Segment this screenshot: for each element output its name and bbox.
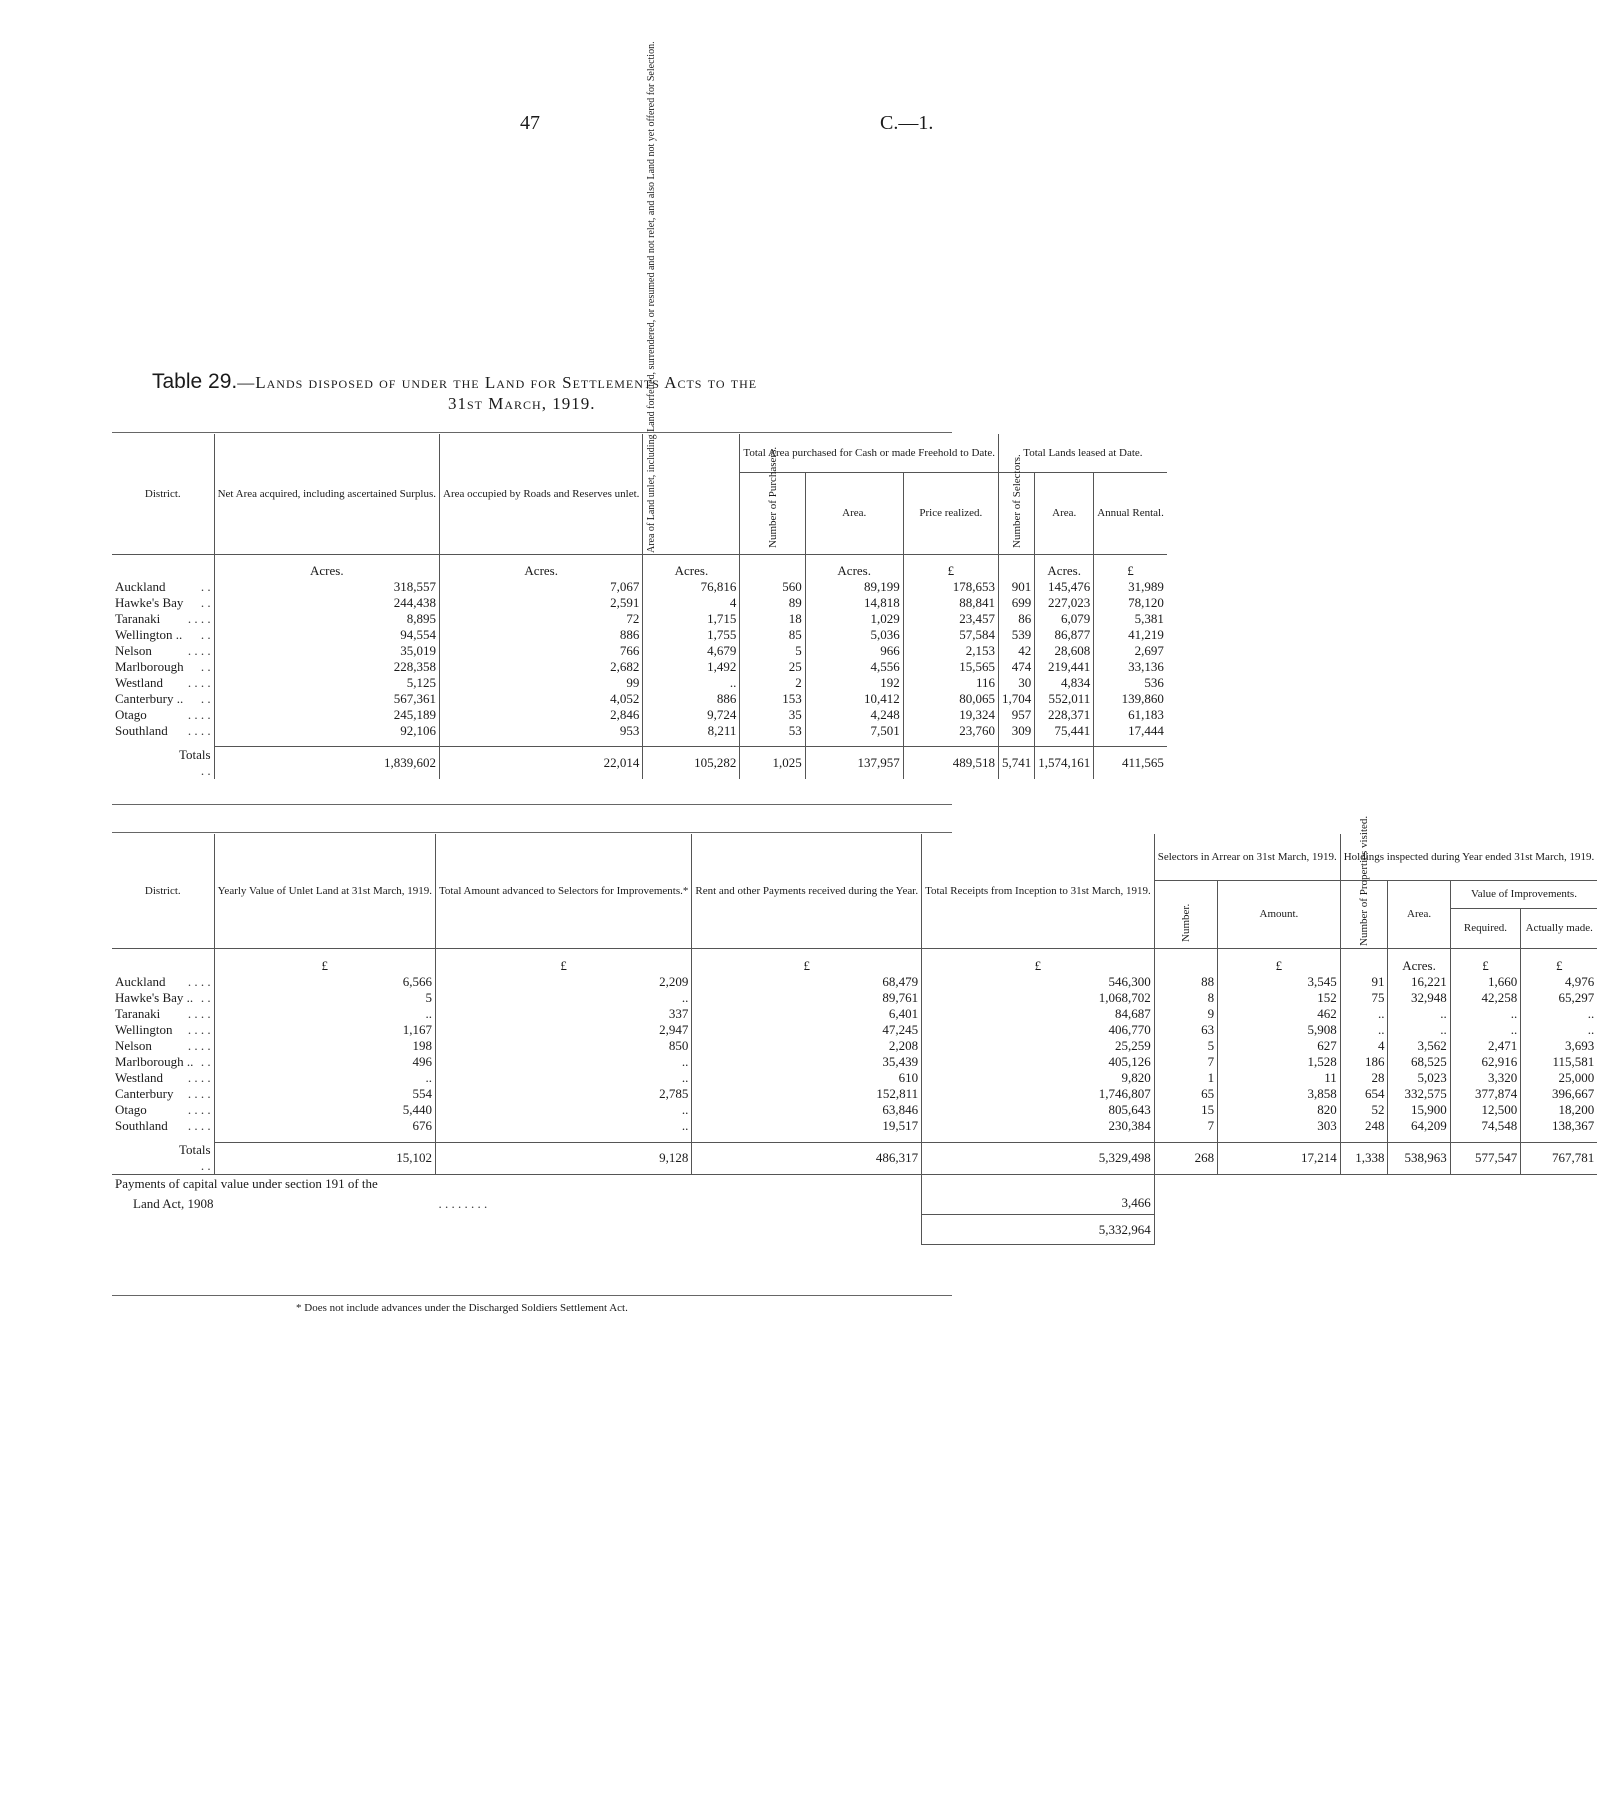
cell: 5,440 [214, 1102, 435, 1118]
cell: 16,221 [1388, 974, 1450, 990]
cell: 3,562 [1388, 1038, 1450, 1054]
cell: 7 [1154, 1118, 1217, 1134]
cell: 4,834 [1035, 675, 1094, 691]
cell: 64,209 [1388, 1118, 1450, 1134]
cell: 4,679 [643, 643, 740, 659]
cell: 1,746,807 [922, 1086, 1155, 1102]
cell: 2,153 [903, 643, 998, 659]
payments-row-2: Land Act, 1908 . . . . . . . . 3,466 [112, 1193, 1597, 1215]
table-row-totals-2: Totals . . 15,102 9,128 486,317 5,329,498 268 17,214 1,338 538,963 577,547 767,781 [112, 1142, 1597, 1175]
cell: 5,908 [1218, 1022, 1341, 1038]
cell: 72 [440, 611, 643, 627]
col-total-advanced: Total Amount advanced to Selectors for Improvements.* [435, 834, 691, 948]
col-district: District. [144, 488, 181, 500]
cell: 953 [440, 723, 643, 739]
district-name: Southland [115, 722, 168, 738]
cell: 1 [1154, 1070, 1217, 1086]
cell: .. [1450, 1022, 1521, 1038]
page-reference: C.—1. [880, 112, 934, 134]
cell: 25 [740, 659, 805, 675]
grand-total: 5,332,964 [922, 1215, 1155, 1245]
col-arrear-amount: Amount. [1218, 880, 1341, 948]
cell: 1,492 [643, 659, 740, 675]
cell: 332,575 [1388, 1086, 1450, 1102]
col-area-leased: Area. [1035, 472, 1094, 554]
table-receipts-holdings [112, 815, 1597, 1245]
cell: 1,704 [998, 691, 1034, 707]
cell: 766 [440, 643, 643, 659]
cell: 19,324 [903, 707, 998, 723]
cell: 1,660 [1450, 974, 1521, 990]
cell: 2,846 [440, 707, 643, 723]
cell: 227,023 [1035, 595, 1094, 611]
cell: 3,858 [1218, 1086, 1341, 1102]
cell: 152 [1218, 990, 1341, 1006]
footnote: * Does not include advances under the Discharged Soldiers Settlement Act. [296, 1302, 628, 1314]
group-arrear: Selectors in Arrear on 31st March, 1919. [1154, 834, 1340, 880]
col-num-purchasers: Number of Purchasers. [740, 472, 805, 554]
district-name: Taranaki [115, 1006, 161, 1021]
cell: 84,687 [922, 1006, 1155, 1022]
cell: 474 [998, 659, 1034, 675]
cell: 3,693 [1521, 1038, 1597, 1054]
table-row: Canterbury .. . . 567,361 4,052 886 153 10,412 80,065 1,704 552,011 139,860 [112, 691, 1167, 707]
district-name: Marlborough .. [115, 1054, 194, 1069]
district-name: Wellington .. [115, 626, 183, 642]
cell: 32,948 [1388, 990, 1450, 1006]
cell: 244,438 [214, 595, 439, 611]
cell: 1,167 [214, 1022, 435, 1038]
cell: 6,401 [692, 1006, 922, 1022]
col-arrear-number: Number. [1154, 880, 1217, 948]
table-row: Hawke's Bay .. . . 5 .. 89,761 1,068,702 8 152 75 32,948 42,258 65,297 [112, 990, 1597, 1006]
cell: 42 [998, 643, 1034, 659]
cell: 5,036 [805, 627, 903, 643]
cell: .. [1521, 1006, 1597, 1022]
table-row: Southland . . . . 92,106 953 8,211 53 7,501 23,760 309 75,441 17,444 [112, 723, 1167, 739]
group-holdings: Holdings inspected during Year ended 31st March, 1919. [1340, 834, 1597, 880]
cell: 68,525 [1388, 1054, 1450, 1070]
units-row-2: £ £ £ £ £ Acres. £ £ [112, 948, 1597, 974]
cell: 627 [1218, 1038, 1341, 1054]
cell: 63 [1154, 1022, 1217, 1038]
cell: 25,000 [1521, 1070, 1597, 1086]
district-name: Taranaki [115, 610, 161, 626]
cell: 41,219 [1094, 627, 1167, 643]
district-name: Nelson [115, 642, 152, 658]
cell: 4,976 [1521, 974, 1597, 990]
title-line2: 31st March, 1919. [448, 394, 596, 413]
cell: 88,841 [903, 595, 998, 611]
cell: 9,724 [643, 707, 740, 723]
cell: 192 [805, 675, 903, 691]
cell: 462 [1218, 1006, 1341, 1022]
cell: 25,259 [922, 1038, 1155, 1054]
cell: 145,476 [1035, 579, 1094, 595]
col-total-receipts: Total Receipts from Inception to 31st March, 1919. [922, 834, 1155, 948]
cell: 35 [740, 707, 805, 723]
cell: 2,785 [435, 1086, 691, 1102]
cell: 35,439 [692, 1054, 922, 1070]
col-properties-visited: Number of Properties visited. [1340, 880, 1388, 948]
title-line1: —Lands disposed of under the Land for Settlements Acts to the [237, 373, 758, 392]
district-name: Nelson [115, 1038, 152, 1053]
table-row: Southland . . . . 676 .. 19,517 230,384 7 303 248 64,209 74,548 138,367 [112, 1118, 1597, 1134]
cell: .. [435, 1118, 691, 1134]
cell: 554 [214, 1086, 435, 1102]
cell: 28 [1340, 1070, 1388, 1086]
cell: 33,136 [1094, 659, 1167, 675]
cell: 12,500 [1450, 1102, 1521, 1118]
cell: 11 [1218, 1070, 1341, 1086]
cell: 89 [740, 595, 805, 611]
cell: 2,591 [440, 595, 643, 611]
cell: 4 [1340, 1038, 1388, 1054]
cell: .. [1450, 1006, 1521, 1022]
cell: 318,557 [214, 579, 439, 595]
cell: 309 [998, 723, 1034, 739]
cell: 228,358 [214, 659, 439, 675]
cell: .. [435, 1070, 691, 1086]
cell: 92,106 [214, 723, 439, 739]
table-row: Nelson . . . . 198 850 2,208 25,259 5 627 4 3,562 2,471 3,693 [112, 1038, 1597, 1054]
cell: 6,566 [214, 974, 435, 990]
cell: 1,029 [805, 611, 903, 627]
cell: 65,297 [1521, 990, 1597, 1006]
cell: 654 [1340, 1086, 1388, 1102]
cell: 86 [998, 611, 1034, 627]
cell: 7 [1154, 1054, 1217, 1070]
cell: 901 [998, 579, 1034, 595]
table-row: Canterbury . . . . 554 2,785 152,811 1,746,807 65 3,858 654 332,575 377,874 396,667 [112, 1086, 1597, 1102]
district-name: Wellington [115, 1022, 173, 1037]
cell: 805,643 [922, 1102, 1155, 1118]
cell: 536 [1094, 675, 1167, 691]
cell: 2,208 [692, 1038, 922, 1054]
cell: 15,900 [1388, 1102, 1450, 1118]
cell: 9,820 [922, 1070, 1155, 1086]
cell: 42,258 [1450, 990, 1521, 1006]
col-rent: Rent and other Payments received during the Year. [692, 834, 922, 948]
cell: 15 [1154, 1102, 1217, 1118]
cell: .. [1388, 1006, 1450, 1022]
table-title [152, 370, 972, 394]
cell: 219,441 [1035, 659, 1094, 675]
cell: 820 [1218, 1102, 1341, 1118]
district-name: Westland [115, 674, 164, 690]
cell: 1,715 [643, 611, 740, 627]
cell: 76,816 [643, 579, 740, 595]
table-row: Marlborough .. . . 496 .. 35,439 405,126 7 1,528 186 68,525 62,916 115,581 [112, 1054, 1597, 1070]
table-row: Auckland . . 318,557 7,067 76,816 560 89,199 178,653 901 145,476 31,989 [112, 579, 1167, 595]
cell: 89,199 [805, 579, 903, 595]
cell: 116 [903, 675, 998, 691]
table-row: Wellington . . . . 1,167 2,947 47,245 406,770 63 5,908 .. .. .. .. [112, 1022, 1597, 1038]
cell: 18 [740, 611, 805, 627]
cell: 2,209 [435, 974, 691, 990]
cell: 5,125 [214, 675, 439, 691]
district-name: Auckland [115, 974, 166, 989]
cell: 337 [435, 1006, 691, 1022]
cell: .. [1388, 1022, 1450, 1038]
table-row-totals: Totals . . 1,839,602 22,014 105,282 1,025 137,957 489,518 5,741 1,574,161 411,565 [112, 747, 1167, 779]
cell: 4,248 [805, 707, 903, 723]
district-name: Auckland [115, 578, 166, 594]
cell: 886 [440, 627, 643, 643]
cell: 89,761 [692, 990, 922, 1006]
col-required: Required. [1450, 908, 1521, 948]
cell: 1,528 [1218, 1054, 1341, 1070]
units-row: Acres. Acres. Acres. Acres. £ Acres. £ [112, 555, 1167, 579]
cell: 53 [740, 723, 805, 739]
cell: 85 [740, 627, 805, 643]
cell: 23,457 [903, 611, 998, 627]
district-name: Otago [115, 1102, 147, 1117]
cell: 245,189 [214, 707, 439, 723]
cell: 47,245 [692, 1022, 922, 1038]
cell: 248 [1340, 1118, 1388, 1134]
cell: 52 [1340, 1102, 1388, 1118]
cell: 30 [998, 675, 1034, 691]
district-name: Westland [115, 1070, 164, 1085]
cell: 1,755 [643, 627, 740, 643]
cell: 17,444 [1094, 723, 1167, 739]
cell: 610 [692, 1070, 922, 1086]
cell: 138,367 [1521, 1118, 1597, 1134]
cell: 5 [214, 990, 435, 1006]
cell: 68,479 [692, 974, 922, 990]
table-row: Hawke's Bay . . 244,438 2,591 4 89 14,818 88,841 699 227,023 78,120 [112, 595, 1167, 611]
cell: 539 [998, 627, 1034, 643]
cell: .. [435, 990, 691, 1006]
cell: 5 [1154, 1038, 1217, 1054]
district-name: Southland [115, 1118, 168, 1133]
district-name: Hawke's Bay [115, 594, 184, 610]
cell: 406,770 [922, 1022, 1155, 1038]
table-row: Westland . . . . .. .. 610 9,820 1 11 28 5,023 3,320 25,000 [112, 1070, 1597, 1086]
table-row: Auckland . . . . 6,566 2,209 68,479 546,300 88 3,545 91 16,221 1,660 4,976 [112, 974, 1597, 990]
col-district-2: District. [144, 884, 181, 897]
cell: 850 [435, 1038, 691, 1054]
col-area-purchased: Area. [805, 472, 903, 554]
cell: 88 [1154, 974, 1217, 990]
cell: 8,895 [214, 611, 439, 627]
cell: .. [435, 1102, 691, 1118]
cell: 2,471 [1450, 1038, 1521, 1054]
cell: 3,320 [1450, 1070, 1521, 1086]
cell: 699 [998, 595, 1034, 611]
cell: 5 [740, 643, 805, 659]
cell: 396,667 [1521, 1086, 1597, 1102]
cell: 405,126 [922, 1054, 1155, 1070]
district-name: Canterbury [115, 1086, 174, 1101]
cell: 152,811 [692, 1086, 922, 1102]
cell: 63,846 [692, 1102, 922, 1118]
cell: 7,067 [440, 579, 643, 595]
group-leased: Total Lands leased at Date. [998, 434, 1166, 472]
cell: 886 [643, 691, 740, 707]
col-net-area: Net Area acquired, including ascertained Surplus. [214, 434, 439, 555]
cell: 78,120 [1094, 595, 1167, 611]
cell: 5,023 [1388, 1070, 1450, 1086]
cell: 552,011 [1035, 691, 1094, 707]
cell: 5,381 [1094, 611, 1167, 627]
table-row: Otago . . . . 5,440 .. 63,846 805,643 15 820 52 15,900 12,500 18,200 [112, 1102, 1597, 1118]
cell: 15,565 [903, 659, 998, 675]
table-label: Table 29. [152, 370, 238, 393]
cell: 1,068,702 [922, 990, 1155, 1006]
cell: 7,501 [805, 723, 903, 739]
cell: 14,818 [805, 595, 903, 611]
cell: 2,697 [1094, 643, 1167, 659]
col-num-selectors: Number of Selectors. [998, 472, 1034, 554]
payments-row: Payments of capital value under section 191 of the [112, 1175, 1597, 1193]
group-value-improvements: Value of Improvements. [1450, 880, 1597, 908]
table-row: Taranaki . . . . .. 337 6,401 84,687 9 462 .. .. .. .. [112, 1006, 1597, 1022]
cell: 10,412 [805, 691, 903, 707]
cell: 35,019 [214, 643, 439, 659]
cell: .. [1521, 1022, 1597, 1038]
cell: 546,300 [922, 974, 1155, 990]
cell: 57,584 [903, 627, 998, 643]
cell: .. [214, 1070, 435, 1086]
cell: 496 [214, 1054, 435, 1070]
cell: 198 [214, 1038, 435, 1054]
cell: 19,517 [692, 1118, 922, 1134]
table-row: Taranaki . . . . 8,895 72 1,715 18 1,029 23,457 86 6,079 5,381 [112, 611, 1167, 627]
cell: 8,211 [643, 723, 740, 739]
cell: .. [1340, 1022, 1388, 1038]
cell: 230,384 [922, 1118, 1155, 1134]
table-row: Wellington .. . . 94,554 886 1,755 85 5,036 57,584 539 86,877 41,219 [112, 627, 1167, 643]
col-holdings-area: Area. [1388, 880, 1450, 948]
page-number: 47 [520, 112, 540, 134]
district-name: Otago [115, 706, 147, 722]
cell: 65 [1154, 1086, 1217, 1102]
cell: 94,554 [214, 627, 439, 643]
cell: .. [435, 1054, 691, 1070]
cell: .. [643, 675, 740, 691]
cell: 86,877 [1035, 627, 1094, 643]
cell: 2,682 [440, 659, 643, 675]
group-purchased: Total Area purchased for Cash or made Freehold to Date. [740, 434, 999, 472]
payments-value: 3,466 [922, 1193, 1155, 1215]
cell: 61,183 [1094, 707, 1167, 723]
cell: 303 [1218, 1118, 1341, 1134]
cell: 3,545 [1218, 974, 1341, 990]
col-actually-made: Actually made. [1521, 908, 1597, 948]
cell: 957 [998, 707, 1034, 723]
cell: 80,065 [903, 691, 998, 707]
district-name: Hawke's Bay .. [115, 990, 194, 1005]
col-yearly-value: Yearly Value of Unlet Land at 31st March, 1919. [214, 834, 435, 948]
cell: 9 [1154, 1006, 1217, 1022]
col-price-realized: Price realized. [903, 472, 998, 554]
cell: 186 [1340, 1054, 1388, 1070]
cell: 99 [440, 675, 643, 691]
col-area-occupied: Area occupied by Roads and Reserves unlet. [440, 434, 643, 555]
cell: 228,371 [1035, 707, 1094, 723]
cell: 178,653 [903, 579, 998, 595]
cell: 4,052 [440, 691, 643, 707]
cell: 153 [740, 691, 805, 707]
cell: 75 [1340, 990, 1388, 1006]
cell: 139,860 [1094, 691, 1167, 707]
cell: 23,760 [903, 723, 998, 739]
cell: 377,874 [1450, 1086, 1521, 1102]
cell: 676 [214, 1118, 435, 1134]
cell: 115,581 [1521, 1054, 1597, 1070]
cell: 91 [1340, 974, 1388, 990]
table-row: Otago . . . . 245,189 2,846 9,724 35 4,248 19,324 957 228,371 61,183 [112, 707, 1167, 723]
col-area-unlet: Area of Land unlet, including Land forfeited, surrendered, or resumed and not relet, and also Land not yet offered for Selection. [643, 434, 740, 555]
cell: 966 [805, 643, 903, 659]
table-row: Westland . . . . 5,125 99 .. 2 192 116 30 4,834 536 [112, 675, 1167, 691]
district-name: Canterbury .. [115, 690, 184, 706]
cell: 2 [740, 675, 805, 691]
table-row: Marlborough . . 228,358 2,682 1,492 25 4,556 15,565 474 219,441 33,136 [112, 659, 1167, 675]
cell: 31,989 [1094, 579, 1167, 595]
cell: 18,200 [1521, 1102, 1597, 1118]
cell: .. [1340, 1006, 1388, 1022]
cell: .. [214, 1006, 435, 1022]
cell: 4 [643, 595, 740, 611]
cell: 6,079 [1035, 611, 1094, 627]
cell: 8 [1154, 990, 1217, 1006]
cell: 62,916 [1450, 1054, 1521, 1070]
cell: 567,361 [214, 691, 439, 707]
col-annual-rental: Annual Rental. [1094, 472, 1167, 554]
cell: 2,947 [435, 1022, 691, 1038]
cell: 4,556 [805, 659, 903, 675]
cell: 75,441 [1035, 723, 1094, 739]
cell: 28,608 [1035, 643, 1094, 659]
district-name: Marlborough [115, 658, 184, 674]
table-row: Nelson . . . . 35,019 766 4,679 5 966 2,153 42 28,608 2,697 [112, 643, 1167, 659]
cell: 74,548 [1450, 1118, 1521, 1134]
grand-total-row [112, 1215, 1597, 1245]
cell: 560 [740, 579, 805, 595]
